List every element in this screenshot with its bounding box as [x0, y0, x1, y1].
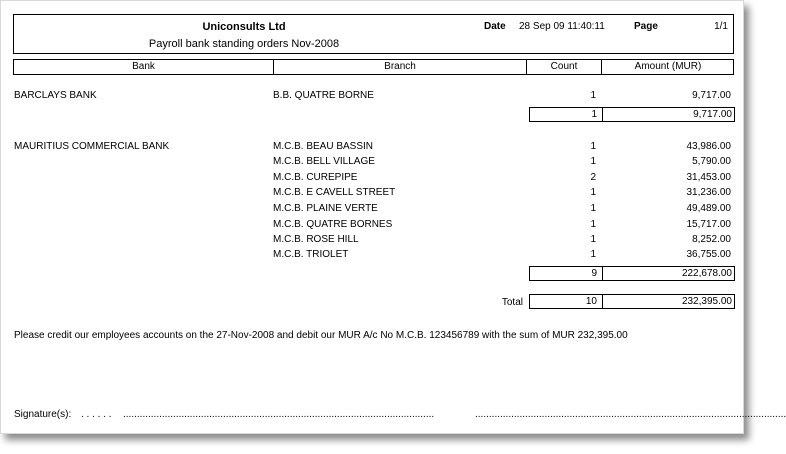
report-header [13, 14, 734, 54]
page-number: 1/1 [714, 21, 728, 32]
branch-amount: 49,489.00 [686, 203, 731, 214]
branch-amount: 8,252.00 [692, 234, 731, 245]
subtotal-box [529, 107, 735, 122]
subtotal-count: 9 [591, 268, 597, 279]
page-label: Page [634, 21, 658, 32]
branch-name: M.C.B. QUATRE BORNES [273, 219, 393, 230]
branch-amount: 15,717.00 [686, 219, 731, 230]
signature-leader: . . . . . . [81, 409, 112, 420]
column-bank: Bank [132, 61, 155, 72]
subtotal-amount: 9,717.00 [693, 109, 732, 120]
branch-count: 1 [590, 249, 596, 260]
subtotal-count: 1 [591, 109, 597, 120]
branch-name: B.B. QUATRE BORNE [273, 90, 374, 101]
total-box [529, 294, 735, 309]
branch-name: M.C.B. BELL VILLAGE [273, 156, 375, 167]
branch-amount: 9,717.00 [692, 90, 731, 101]
branch-count: 1 [590, 156, 596, 167]
report-title: Payroll bank standing orders Nov-2008 [148, 38, 340, 50]
column-amount: Amount (MUR) [634, 61, 702, 72]
column-header-row [13, 59, 734, 75]
branch-name: M.C.B. ROSE HILL [273, 234, 359, 245]
subtotal-box [529, 266, 735, 281]
subtotal-amount: 222,678.00 [681, 268, 732, 279]
bank-name: BARCLAYS BANK [14, 90, 97, 101]
branch-count: 1 [590, 141, 596, 152]
branch-amount: 36,755.00 [686, 249, 731, 260]
branch-name: M.C.B. TRIOLET [273, 249, 349, 260]
branch-amount: 31,453.00 [686, 172, 731, 183]
signature-label: Signature(s): [14, 409, 72, 420]
signature-line-1: ................................................................................................................ [123, 409, 435, 420]
branch-count: 2 [590, 172, 596, 183]
total-amount: 232,395.00 [681, 296, 732, 307]
branch-count: 1 [590, 234, 596, 245]
total-label: Total [501, 297, 523, 308]
column-count: Count [550, 61, 578, 72]
branch-amount: 31,236.00 [686, 187, 731, 198]
branch-name: M.C.B. CUREPIPE [273, 172, 358, 183]
signature-line-2: ................................................................................................................ [475, 409, 786, 420]
branch-count: 1 [590, 90, 596, 101]
instruction-text: Please credit our employees accounts on the 27-Nov-2008 and debit our MUR A/c No M.C.B. 123456789 with the sum of MUR 232,395.00 [14, 330, 628, 341]
bank-name: MAURITIUS COMMERCIAL BANK [14, 141, 170, 152]
date-value: 28 Sep 09 11:40:11 [519, 21, 605, 32]
branch-name: M.C.B. E CAVELL STREET [273, 187, 396, 198]
branch-amount: 43,986.00 [686, 141, 731, 152]
branch-count: 1 [590, 219, 596, 230]
column-branch: Branch [384, 61, 416, 72]
total-count: 10 [585, 296, 597, 307]
date-label: Date [484, 21, 506, 32]
branch-count: 1 [590, 203, 596, 214]
branch-count: 1 [590, 187, 596, 198]
branch-name: M.C.B. BEAU BASSIN [273, 141, 374, 152]
company-name: Uniconsults Ltd [202, 21, 286, 33]
branch-name: M.C.B. PLAINE VERTE [273, 203, 378, 214]
branch-amount: 5,790.00 [692, 156, 731, 167]
